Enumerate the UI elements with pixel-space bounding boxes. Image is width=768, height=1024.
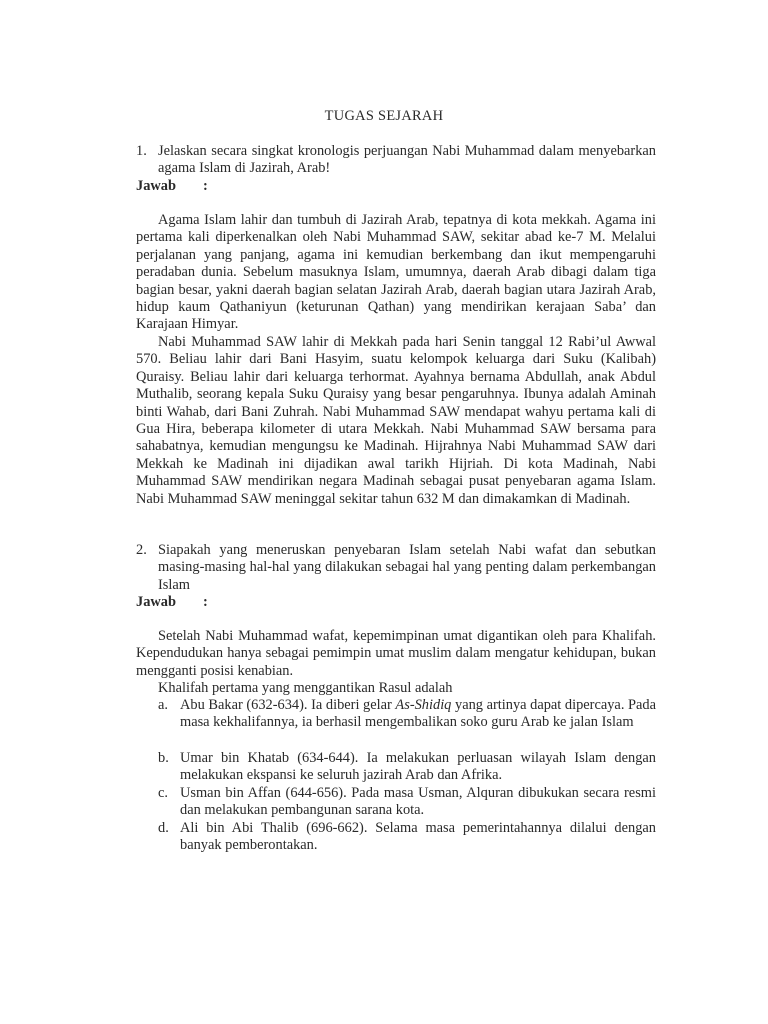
question-text: Jelaskan secara singkat kronologis perjuangan Nabi Muhammad dalam menyebarkan agama Islam di Jazirah, Arab! [158, 143, 656, 177]
list-item-text: Umar bin Khatab (634-644). Ia melakukan perluasan wilayah Islam dengan melakukan ekspansi ke seluruh jazirah Arab dan Afrika. [180, 750, 656, 784]
question-1 [136, 143, 656, 178]
list-letter: c. [158, 785, 168, 801]
list-item-text [180, 697, 656, 732]
list-item-c [158, 785, 656, 820]
list-item-d [158, 820, 656, 855]
jawab-label: Jawab [136, 594, 176, 610]
answer-label-2 [136, 594, 208, 611]
list-text-pre: Abu Bakar (632-634). Ia diberi gelar [180, 697, 396, 713]
khalifah-intro: Khalifah pertama yang menggantikan Rasul adalah [158, 680, 453, 696]
list-item-a [158, 697, 656, 732]
list-item-text: Ali bin Abi Thalib (696-662). Selama masa pemerintahannya dilalui dengan banyak pemberontakan. [180, 820, 656, 854]
jawab-label: Jawab [136, 178, 176, 194]
list-item-text: Usman bin Affan (644-656). Pada masa Usman, Alquran dibukukan secara resmi dan melakukan pembangunan sarana kota. [180, 785, 656, 819]
list-item-b [158, 750, 656, 785]
list-letter: a. [158, 697, 168, 713]
question-2 [136, 542, 656, 594]
jawab-colon: : [203, 594, 208, 610]
list-letter: d. [158, 820, 169, 836]
question-number: 1. [136, 143, 147, 159]
list-text-italic: As-Shidiq [395, 697, 452, 713]
document-title: TUGAS SEJARAH [324, 108, 444, 124]
question-number: 2. [136, 542, 147, 558]
answer-1-paragraph-1: Agama Islam lahir dan tumbuh di Jazirah Arab, tepatnya di kota mekkah. Agama ini pertama kali diperkenalkan oleh Nabi Muhammad SAW, sekitar abad ke-7 M. Melalui perjalanan yang panjang, agama ini kemudian berkembang dan ikut mempengaruhi peradaban dunia. Sebelum masuknya Islam, umumnya, daerah Arab dibagi dalam tiga bagian besar, yakni daerah bagian selatan Jazirah Arab, daerah bagian utara Jazirah Arab, hidup kaum Qathaniyun (keturunan Qathan) yang mendirikan kerajaan Saba’ dan Karajaan Himyar. [136, 212, 656, 333]
answer-1-paragraph-2: Nabi Muhammad SAW lahir di Mekkah pada hari Senin tanggal 12 Rabi’ul Awwal 570. Beliau lahir dari Bani Hasyim, suatu kelompok keluarga dari Suku (Kalibah) Quraisy. Beliau lahir dari keluarga terhormat. Ayahnya bernama Abdullah, anak Abdul Muthalib, seorang kepala Suku Quraisy yang besar pengaruhnya. Ibunya adalah Aminah binti Wahab, dari Bani Zuhrah. Nabi Muhammad SAW mendapat wahyu pertama kali di Gua Hira, beberapa kilometer di utara Mekkah. Nabi Muhammad SAW bersama para sahabatnya, kemudian mengungsu ke Madinah. Hijrahnya Nabi Muhammad SAW dari Mekkah ke Madinah ini dijadikan awal tarikh Hijriah. Di kota Madinah, Nabi Muhammad SAW mendirikan negara Madinah sebagai pusat penyebaran agama Islam. Nabi Muhammad SAW meninggal sekitar tahun 632 M dan dimakamkan di Madinah. [136, 334, 656, 507]
question-text: Siapakah yang meneruskan penyebaran Islam setelah Nabi wafat dan sebutkan masing-masing hal-hal yang dilakukan sebagai hal yang penting dalam perkembangan Islam [158, 542, 656, 593]
answer-2-paragraph-1: Setelah Nabi Muhammad wafat, kepemimpinan umat digantikan oleh para Khalifah. Kependudukan hanya sebagai pemimpin umat muslim dalam mengatur kehidupan, bukan mengganti posisi kenabian. [136, 628, 656, 679]
jawab-colon: : [203, 178, 208, 194]
answer-label-1 [136, 178, 208, 195]
list-text-post: yang artinya dapat dipercaya. Pada masa kekhalifannya, ia berhasil mengembalikan soko guru Arab ke jalan Islam [180, 697, 656, 731]
list-letter: b. [158, 750, 169, 766]
